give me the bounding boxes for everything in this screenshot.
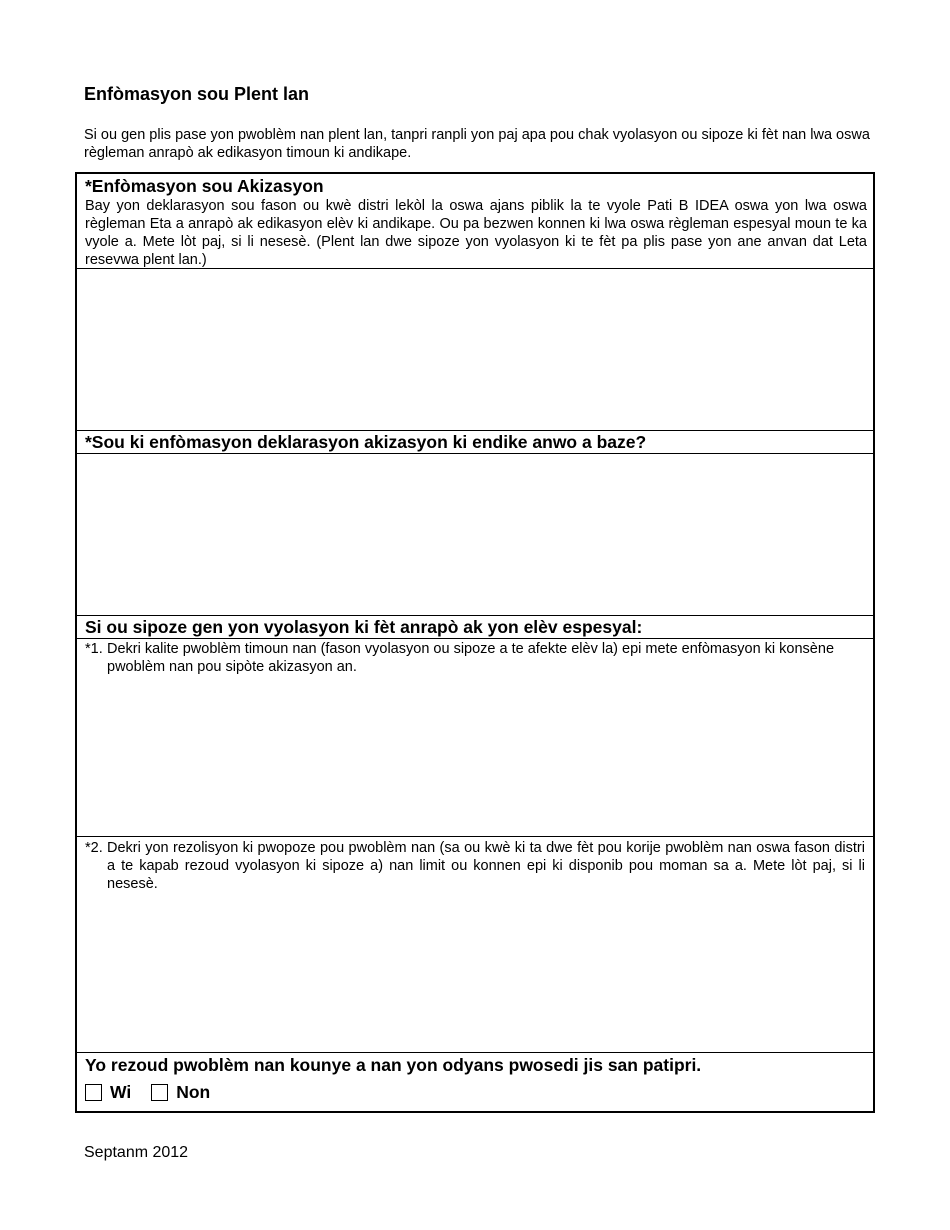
allegation-heading: *Enfòmasyon sou Akizasyon	[85, 176, 324, 196]
divider	[77, 615, 873, 616]
allegation-answer-area[interactable]	[77, 270, 873, 430]
divider	[77, 268, 873, 269]
intro-paragraph: Si ou gen plis pase yon pwoblèm nan plent lan, tanpri ranpli yon paj apa pou chak vyolasyon ou sipoze ki fèt nan lwa oswa règleman anrapò ak edikasyon timoun ki andikape.	[84, 127, 870, 161]
page-title: Enfòmasyon sou Plent lan	[84, 84, 310, 104]
item-2-prompt	[85, 839, 865, 893]
item-1-number: *1.	[85, 641, 103, 657]
no-checkbox[interactable]	[151, 1084, 168, 1101]
item-1-text: Dekri kalite pwoblèm timoun nan (fason vyolasyon ou sipoze a te afekte elèv la) epi mete enfòmasyon ki konsène pwoblèm nan pou sipòte akizasyon an.	[107, 641, 835, 675]
divider	[77, 638, 873, 639]
item-2-number: *2.	[85, 840, 103, 856]
resolution-heading: Yo rezoud pwoblèm nan kounye a nan yon odyans pwosedi jis san patipri.	[85, 1055, 702, 1075]
no-label: Non	[176, 1081, 211, 1102]
basis-answer-area[interactable]	[77, 455, 873, 615]
divider	[77, 836, 873, 837]
complaint-form	[75, 172, 875, 1113]
resolution-options	[85, 1081, 230, 1103]
item-2-text: Dekri yon rezolisyon ki pwopoze pou pwoblèm nan (sa ou kwè ki ta dwe fèt pou korije pwoblèm nan oswa fason distri a te kapab rezoud vyolasyon ki sipoze a) nan limit ou konnen epi ki disponib pou moman sa a. Mete lòt paj, si li nesesè.	[107, 840, 865, 892]
basis-heading: *Sou ki enfòmasyon deklarasyon akizasyon ki endike anwo a baze?	[85, 432, 647, 452]
divider	[77, 1052, 873, 1053]
item-1-answer-area[interactable]	[77, 679, 873, 836]
divider	[77, 453, 873, 454]
special-student-heading: Si ou sipoze gen yon vyolasyon ki fèt anrapò ak yon elèv espesyal:	[85, 617, 643, 637]
item-2-answer-area[interactable]	[77, 896, 873, 1052]
footer-date: Septanm 2012	[84, 1144, 189, 1161]
yes-checkbox[interactable]	[85, 1084, 102, 1101]
item-1-prompt	[85, 640, 865, 676]
allegation-description: Bay yon deklarasyon sou fason ou kwè distri lekòl la oswa ajans piblik la te vyole Pati B IDEA oswa yon lwa oswa règleman Eta a anrapò ak edikasyon elèv ki andikape. Ou pa bezwen konnen ki lwa oswa règleman espesyal moun te ka vyole a. Mete lòt paj, si li nesesè. (Plent lan dwe sipoze yon vyolasyon ki te fèt pa plis pase yon ane anvan dat Leta resevwa plent lan.)	[85, 198, 867, 268]
yes-label: Wi	[110, 1081, 132, 1102]
divider	[77, 430, 873, 431]
